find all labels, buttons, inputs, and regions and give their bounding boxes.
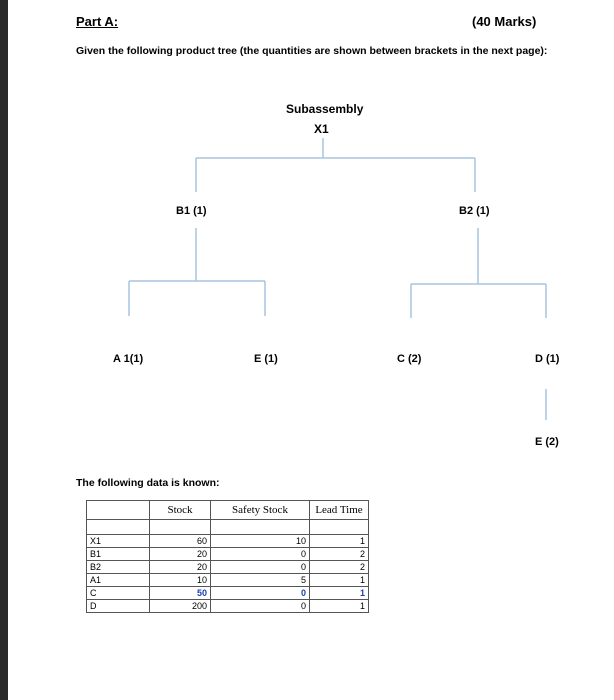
row-safety-stock: 0 — [211, 600, 310, 613]
row-safety-stock: 0 — [211, 561, 310, 574]
row-lead-time: 2 — [310, 548, 369, 561]
row-safety-stock: 5 — [211, 574, 310, 587]
intro-text: Given the following product tree (the quantities are shown between brackets in the next page): — [76, 45, 548, 57]
table-row — [87, 548, 369, 561]
table-row — [87, 574, 369, 587]
row-safety-stock: 10 — [211, 535, 310, 548]
tree-node-d1: D (1) — [535, 353, 560, 365]
tree-node-b2: B2 (1) — [459, 205, 490, 217]
spacer-cell — [87, 520, 150, 535]
row-safety-stock: 0 — [211, 587, 310, 600]
table-spacer-row — [87, 520, 369, 535]
row-stock: 20 — [150, 561, 211, 574]
part-title: Part A: — [76, 14, 119, 29]
row-stock: 60 — [150, 535, 211, 548]
known-data-table — [86, 500, 369, 613]
table-header-safety-stock: Safety Stock — [211, 501, 310, 520]
row-item: A1 — [87, 574, 150, 587]
row-safety-stock: 0 — [211, 548, 310, 561]
table-header-row — [87, 501, 369, 520]
tree-root-x1: X1 — [314, 122, 329, 136]
tree-node-e2: E (2) — [535, 436, 559, 448]
row-lead-time: 1 — [310, 535, 369, 548]
row-item: B1 — [87, 548, 150, 561]
table-row — [87, 535, 369, 548]
row-lead-time: 1 — [310, 574, 369, 587]
spacer-cell — [310, 520, 369, 535]
row-item: D — [87, 600, 150, 613]
row-stock: 200 — [150, 600, 211, 613]
row-item: B2 — [87, 561, 150, 574]
row-lead-time: 1 — [310, 600, 369, 613]
tree-node-c2: C (2) — [397, 353, 422, 365]
row-stock: 10 — [150, 574, 211, 587]
table-header-stock: Stock — [150, 501, 211, 520]
marks-label: (40 Marks) — [472, 14, 537, 29]
row-item: X1 — [87, 535, 150, 548]
tree-node-a1: A 1(1) — [113, 353, 144, 365]
table-row — [87, 600, 369, 613]
row-stock: 50 — [150, 587, 211, 600]
tree-root-label: Subassembly — [286, 102, 364, 116]
row-lead-time: 2 — [310, 561, 369, 574]
spacer-cell — [211, 520, 310, 535]
tree-node-e1: E (1) — [254, 353, 278, 365]
row-lead-time: 1 — [310, 587, 369, 600]
row-stock: 20 — [150, 548, 211, 561]
row-item: C — [87, 587, 150, 600]
table-row — [87, 561, 369, 574]
table-row — [87, 587, 369, 600]
table-header-lead-time: Lead Time — [310, 501, 369, 520]
table-header-item — [87, 501, 150, 520]
spacer-cell — [150, 520, 211, 535]
tree-node-b1: B1 (1) — [176, 205, 207, 217]
known-data-title: The following data is known: — [76, 477, 220, 489]
